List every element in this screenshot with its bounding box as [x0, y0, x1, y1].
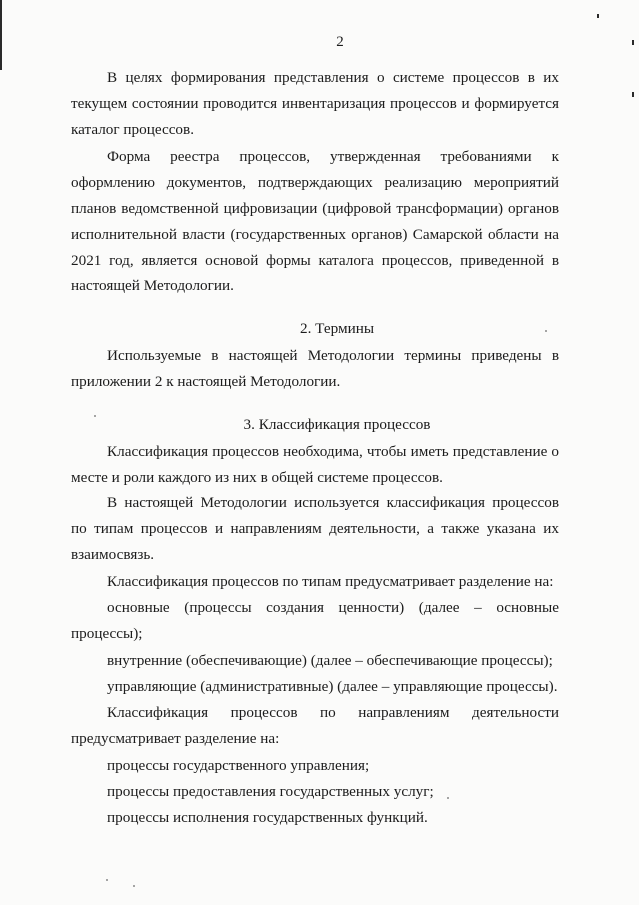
list-item: процессы исполнения государственных функций. — [107, 809, 428, 826]
paragraph-line: Классификация процессов необходима, чтобы иметь представление о — [107, 443, 559, 460]
list-item: процессы предоставления государственных услуг; — [107, 783, 434, 800]
paragraph-line: Классификация процессов по типам предусматривает разделение на: — [107, 573, 554, 590]
page-number: 2 — [336, 34, 344, 50]
list-item: процессы государственного управления; — [107, 757, 370, 774]
paragraph-line: В целях формирования представления о системе процессов в их — [107, 69, 559, 86]
scan-speck — [597, 14, 599, 18]
paragraph-line: текущем состоянии проводится инвентаризация процессов и формируется — [71, 95, 559, 112]
scan-speck — [106, 879, 108, 881]
paragraph-line: предусматривает разделение на: — [71, 730, 280, 747]
paragraph-line: 2021 год, является основой формы каталога процессов, приведенной в — [71, 252, 559, 269]
section-heading: 2. Термины — [299, 320, 375, 337]
list-item: управляющие (административные) (далее – управляющие процессы). — [107, 678, 558, 695]
paragraph-line: приложении 2 к настоящей Методологии. — [71, 373, 341, 390]
paragraph-line: В настоящей Методологии используется классификация процессов — [107, 494, 559, 511]
paragraph-line: каталог процессов. — [71, 121, 194, 138]
list-item: основные (процессы создания ценности) (далее – основные — [107, 599, 559, 616]
scan-speck — [133, 885, 135, 887]
paragraph-line: оформлению документов, подтверждающих реализацию мероприятий — [71, 174, 559, 191]
paragraph-line: по типам процессов и направлениям деятельности, а также указана их — [71, 520, 559, 537]
scan-speck — [632, 92, 634, 97]
list-item: процессы); — [71, 625, 143, 642]
paragraph-line: исполнительной власти (государственных органов) Самарской области на — [71, 226, 559, 243]
paragraph-line: взаимосвязь. — [71, 546, 155, 563]
paragraph-line: Форма реестра процессов, утвержденная требованиями к — [107, 148, 559, 165]
list-item: внутренние (обеспечивающие) (далее – обеспечивающие процессы); — [107, 652, 553, 669]
paragraph-line: месте и роли каждого из них в общей системе процессов. — [71, 469, 443, 486]
paragraph-line: планов ведомственной цифровизации (цифровой трансформации) органов — [71, 200, 559, 217]
paragraph-line: Используемые в настоящей Методологии термины приведены в — [107, 347, 559, 364]
paragraph-line: Классификация процессов по направлениям деятельности — [107, 704, 559, 721]
paragraph-line: настоящей Методологии. — [71, 277, 234, 294]
section-heading: 3. Классификация процессов — [243, 416, 431, 433]
